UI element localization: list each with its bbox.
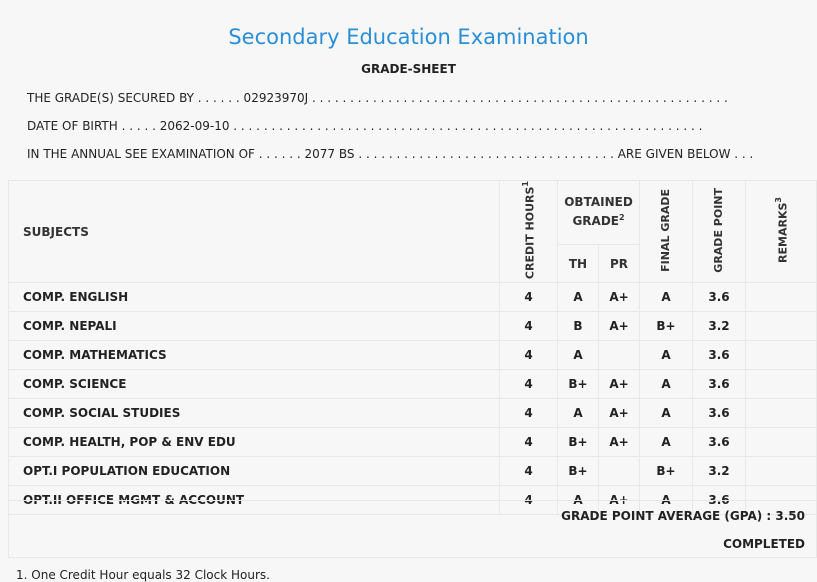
table-row bbox=[9, 399, 817, 428]
pr-cell: A+ bbox=[599, 486, 640, 515]
th-cell: A bbox=[558, 283, 599, 312]
th-cell: B+ bbox=[558, 457, 599, 486]
footnote: 1. One Credit Hour equals 32 Clock Hours. bbox=[16, 568, 270, 582]
table-row bbox=[9, 428, 817, 457]
final-grade-cell: A bbox=[640, 341, 693, 370]
credit-cell: 4 bbox=[500, 370, 558, 399]
subject-cell: COMP. SCIENCE bbox=[9, 370, 500, 399]
subject-cell: OPT.II OFFICE MGMT & ACCOUNT bbox=[9, 486, 500, 515]
final-grade-cell: A bbox=[640, 370, 693, 399]
grade-point-cell: 3.6 bbox=[693, 283, 746, 312]
th-cell: B+ bbox=[558, 370, 599, 399]
credit-cell: 4 bbox=[500, 341, 558, 370]
table-row bbox=[9, 370, 817, 399]
gpa-value: GRADE POINT AVERAGE (GPA) : 3.50 bbox=[561, 509, 805, 523]
th-header: TH bbox=[558, 244, 599, 282]
remarks-cell bbox=[746, 457, 817, 486]
grade-point-cell: 3.2 bbox=[693, 457, 746, 486]
subjects-header: SUBJECTS bbox=[9, 181, 500, 283]
final-grade-cell: A bbox=[640, 486, 693, 515]
th-cell: A bbox=[558, 399, 599, 428]
grade-point-cell: 3.6 bbox=[693, 486, 746, 515]
final-grade-cell: A bbox=[640, 428, 693, 457]
final-grade-cell: A bbox=[640, 399, 693, 428]
th-cell: A bbox=[558, 486, 599, 515]
th-cell: B+ bbox=[558, 428, 599, 457]
subject-cell: COMP. MATHEMATICS bbox=[9, 341, 500, 370]
credit-cell: 4 bbox=[500, 428, 558, 457]
pr-cell bbox=[599, 341, 640, 370]
th-cell: A bbox=[558, 341, 599, 370]
credit-hours-header: CREDIT HOURS$^1$ bbox=[500, 181, 558, 283]
subject-cell: OPT.I POPULATION EDUCATION bbox=[9, 457, 500, 486]
subject-cell: COMP. NEPALI bbox=[9, 312, 500, 341]
pr-cell: A+ bbox=[599, 428, 640, 457]
grade-point-cell: 3.2 bbox=[693, 312, 746, 341]
final-grade-cell: B+ bbox=[640, 457, 693, 486]
th-cell: B bbox=[558, 312, 599, 341]
remarks-cell bbox=[746, 370, 817, 399]
credit-cell: 4 bbox=[500, 457, 558, 486]
pr-cell: A+ bbox=[599, 312, 640, 341]
grade-point-cell: 3.6 bbox=[693, 341, 746, 370]
grade-point-cell: 3.6 bbox=[693, 428, 746, 457]
pr-cell: A+ bbox=[599, 283, 640, 312]
table-row bbox=[9, 341, 817, 370]
remarks-cell bbox=[746, 312, 817, 341]
obtained-grade-header: OBTAINED GRADE$^2$ bbox=[558, 181, 640, 245]
table-row bbox=[9, 312, 817, 341]
final-grade-cell: A bbox=[640, 283, 693, 312]
remarks-cell bbox=[746, 341, 817, 370]
pr-cell bbox=[599, 457, 640, 486]
remarks-cell bbox=[746, 428, 817, 457]
subject-cell: COMP. ENGLISH bbox=[9, 283, 500, 312]
pr-cell: A+ bbox=[599, 399, 640, 428]
pr-header: PR bbox=[599, 244, 640, 282]
final-grade-cell: B+ bbox=[640, 312, 693, 341]
grade-point-cell: 3.6 bbox=[693, 399, 746, 428]
grade-point-header: GRADE POINT bbox=[693, 181, 746, 283]
grade-sheet-heading: GRADE-SHEET bbox=[361, 62, 456, 76]
table-row bbox=[9, 457, 817, 486]
remarks-cell bbox=[746, 399, 817, 428]
table-row bbox=[9, 283, 817, 312]
page-title: Secondary Education Examination bbox=[228, 25, 589, 49]
secured-by-line: THE GRADE(S) SECURED BY . . . . . . 02923970J . . . . . . . . . . . . . . . . . . . . . . . . . . . . . . . . . . . . . . . . . . . . . . . . . . . . . . . bbox=[27, 91, 728, 105]
grade-point-cell: 3.6 bbox=[693, 370, 746, 399]
subject-cell: COMP. HEALTH, POP & ENV EDU bbox=[9, 428, 500, 457]
remarks-cell bbox=[746, 283, 817, 312]
credit-cell: 4 bbox=[500, 486, 558, 515]
pr-cell: A+ bbox=[599, 370, 640, 399]
final-grade-header: FINAL GRADE bbox=[640, 181, 693, 283]
credit-cell: 4 bbox=[500, 283, 558, 312]
credit-cell: 4 bbox=[500, 399, 558, 428]
credit-cell: 4 bbox=[500, 312, 558, 341]
status-text: COMPLETED bbox=[723, 537, 805, 551]
date-of-birth-line: DATE OF BIRTH . . . . . 2062-09-10 . . . . . . . . . . . . . . . . . . . . . . . . . . . . . . . . . . . . . . . . . . . . . . . . . . . . . . . . . . . . . . bbox=[27, 119, 703, 133]
grade-table bbox=[8, 180, 817, 515]
exam-line: IN THE ANNUAL SEE EXAMINATION OF . . . . . . 2077 BS . . . . . . . . . . . . . . . . . . . . . . . . . . . . . . . . . . ARE GIVEN BELOW . . . bbox=[27, 147, 754, 161]
subject-cell: COMP. SOCIAL STUDIES bbox=[9, 399, 500, 428]
remarks-header: REMARKS$^3$ bbox=[746, 181, 817, 283]
